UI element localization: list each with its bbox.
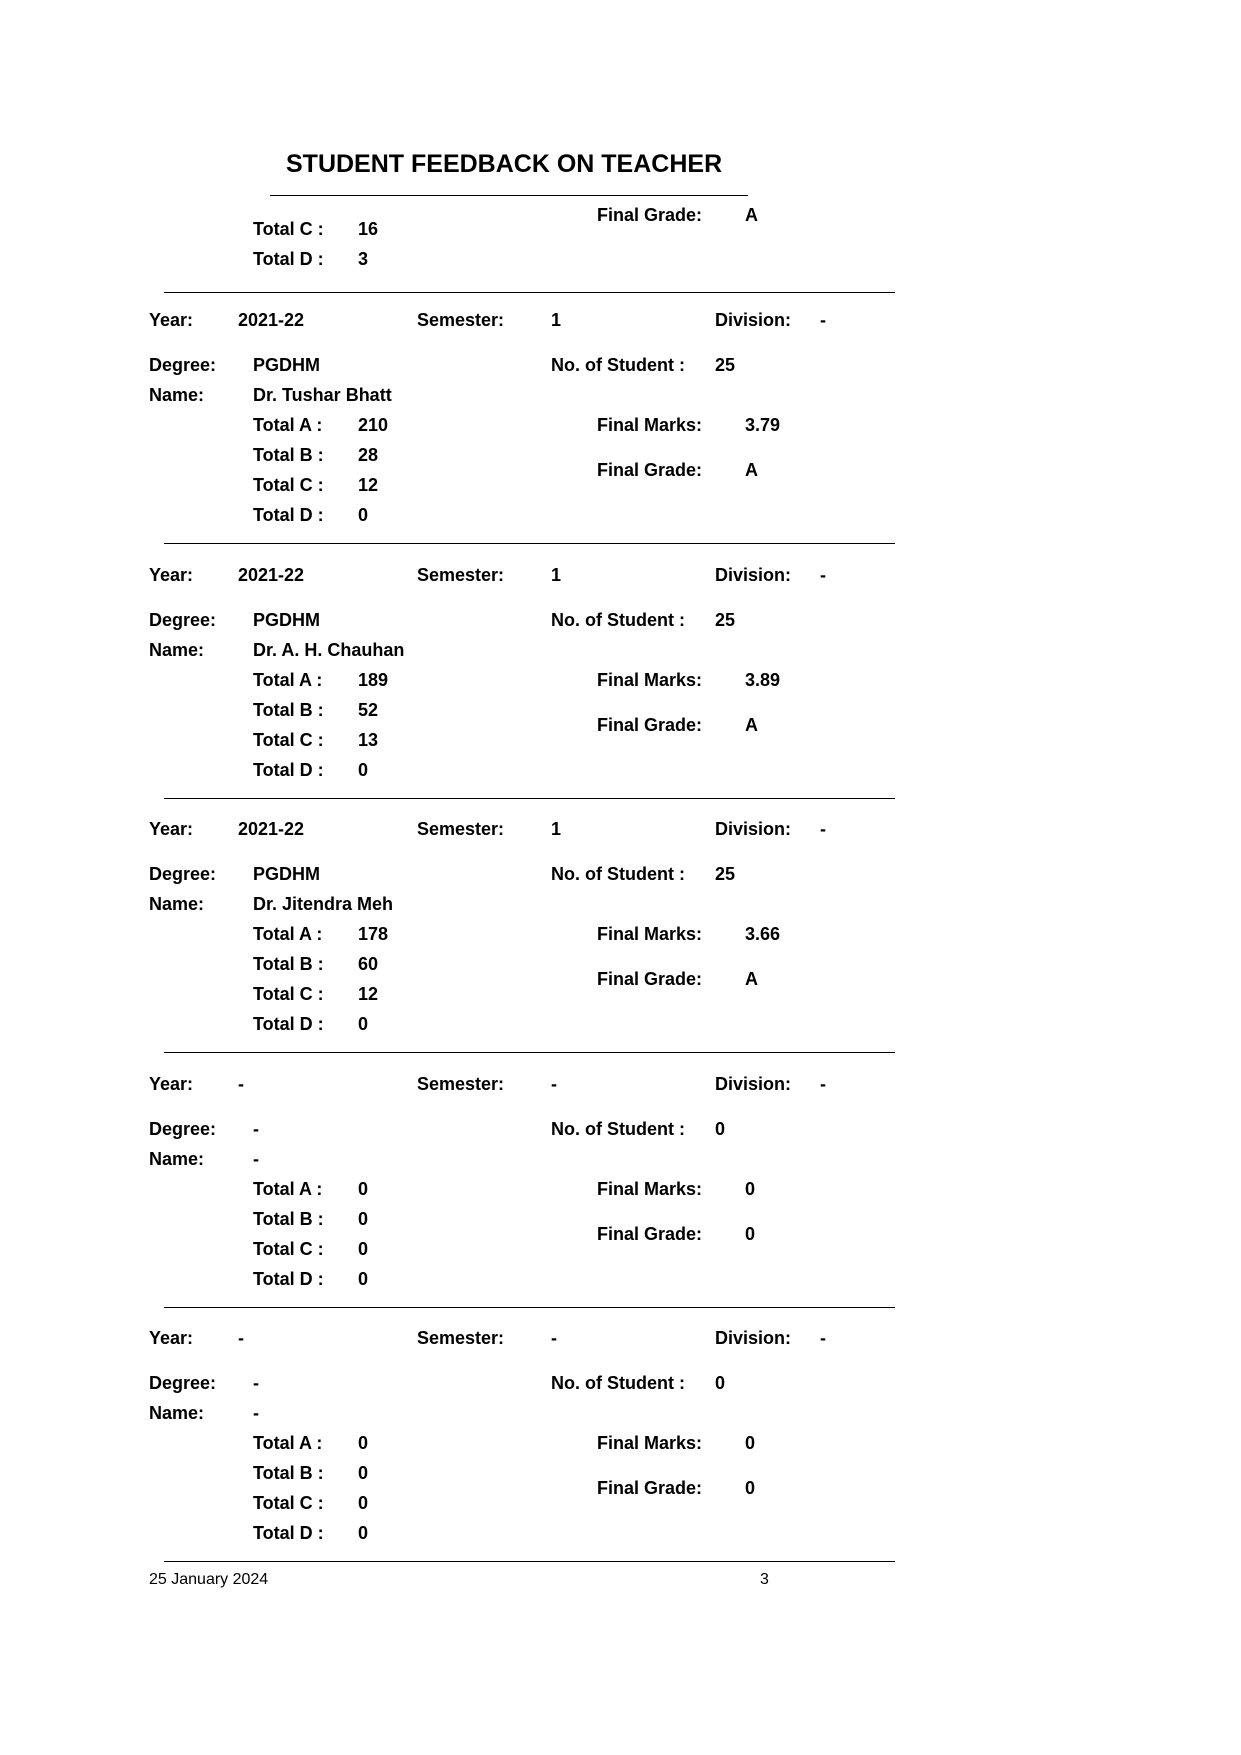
- total-c-label: Total C :: [253, 984, 324, 1004]
- final-marks-value: 3.66: [745, 924, 781, 944]
- total-b-value: 60: [358, 954, 379, 974]
- division-value: -: [820, 310, 826, 330]
- no-of-student-value: 25: [715, 864, 736, 884]
- record-divider: [164, 1307, 895, 1308]
- degree-value: PGDHM: [253, 355, 320, 375]
- degree-label: Degree:: [149, 355, 217, 375]
- total-d-label: Total D :: [253, 249, 324, 269]
- name-label: Name:: [149, 894, 205, 914]
- total-b-value: 28: [358, 445, 379, 465]
- total-d-value: 0: [358, 759, 369, 780]
- total-d-value: 0: [358, 1014, 369, 1034]
- degree-label: Degree:: [149, 1118, 217, 1139]
- year-value: 2021-22: [238, 310, 305, 330]
- total-d-value: 3: [358, 249, 369, 269]
- degree-value: PGDHM: [253, 864, 320, 884]
- semester-value: -: [551, 1073, 557, 1094]
- year-label: Year:: [149, 1073, 194, 1094]
- total-b-label: Total B :: [253, 699, 324, 720]
- degree-label: Degree:: [149, 609, 217, 630]
- teacher-name: Dr. A. H. Chauhan: [253, 639, 405, 660]
- semester-value: 1: [551, 310, 562, 330]
- total-d-label: Total D :: [253, 1523, 324, 1543]
- no-of-student-value: 25: [715, 609, 736, 630]
- no-of-student-label: No. of Student :: [551, 864, 685, 884]
- total-a-label: Total A :: [253, 924, 323, 944]
- total-b-label: Total B :: [253, 1463, 324, 1483]
- record-divider: [164, 1561, 895, 1562]
- total-c-value: 13: [358, 729, 379, 750]
- total-d-value: 0: [358, 505, 369, 525]
- final-grade-label: Final Grade:: [597, 1478, 703, 1498]
- semester-label: Semester:: [417, 819, 505, 839]
- semester-value: 1: [551, 819, 562, 839]
- total-c-label: Total C :: [253, 219, 324, 239]
- division-value: -: [820, 1328, 826, 1348]
- total-d-label: Total D :: [253, 759, 324, 780]
- final-marks-value: 0: [745, 1178, 756, 1199]
- division-label: Division:: [715, 310, 792, 330]
- division-label: Division:: [715, 564, 792, 585]
- final-grade-value: A: [745, 460, 758, 480]
- total-b-value: 0: [358, 1463, 369, 1483]
- total-b-label: Total B :: [253, 954, 324, 974]
- total-d-label: Total D :: [253, 1014, 324, 1034]
- final-grade-value: A: [745, 205, 758, 225]
- record-divider: [164, 798, 895, 799]
- final-marks-value: 3.79: [745, 415, 781, 435]
- year-value: -: [238, 1328, 244, 1348]
- total-d-value: 0: [358, 1523, 369, 1543]
- division-label: Division:: [715, 819, 792, 839]
- final-marks-value: 0: [745, 1433, 756, 1453]
- division-label: Division:: [715, 1328, 792, 1348]
- name-label: Name:: [149, 639, 205, 660]
- final-grade-value: A: [745, 714, 758, 735]
- final-marks-value: 3.89: [745, 669, 781, 690]
- teacher-name: -: [253, 1148, 259, 1169]
- final-grade-label: Final Grade:: [597, 205, 703, 225]
- total-a-value: 0: [358, 1433, 369, 1453]
- total-c-label: Total C :: [253, 729, 324, 750]
- page-number: 3: [760, 1571, 769, 1588]
- year-label: Year:: [149, 564, 194, 585]
- final-marks-label: Final Marks:: [597, 415, 703, 435]
- record-divider: [164, 1052, 895, 1053]
- total-b-value: 52: [358, 699, 379, 720]
- total-c-value: 12: [358, 475, 379, 495]
- total-b-label: Total B :: [253, 445, 324, 465]
- division-value: -: [820, 819, 826, 839]
- year-value: 2021-22: [238, 564, 305, 585]
- no-of-student-label: No. of Student :: [551, 609, 685, 630]
- final-grade-label: Final Grade:: [597, 714, 703, 735]
- year-label: Year:: [149, 1328, 194, 1348]
- degree-value: -: [253, 1373, 259, 1393]
- total-a-label: Total A :: [253, 1433, 323, 1453]
- year-label: Year:: [149, 819, 194, 839]
- final-grade-label: Final Grade:: [597, 969, 703, 989]
- total-c-label: Total C :: [253, 475, 324, 495]
- total-d-label: Total D :: [253, 505, 324, 525]
- division-value: -: [820, 1073, 826, 1094]
- no-of-student-label: No. of Student :: [551, 1118, 685, 1139]
- degree-value: PGDHM: [253, 609, 320, 630]
- name-label: Name:: [149, 1148, 205, 1169]
- no-of-student-value: 0: [715, 1118, 726, 1139]
- degree-label: Degree:: [149, 864, 217, 884]
- name-label: Name:: [149, 1403, 205, 1423]
- final-marks-label: Final Marks:: [597, 669, 703, 690]
- semester-label: Semester:: [417, 310, 505, 330]
- year-value: -: [238, 1073, 244, 1094]
- total-a-value: 178: [358, 924, 389, 944]
- final-grade-label: Final Grade:: [597, 1223, 703, 1244]
- final-grade-value: 0: [745, 1478, 756, 1498]
- total-a-value: 189: [358, 669, 389, 690]
- total-c-label: Total C :: [253, 1238, 324, 1259]
- final-marks-label: Final Marks:: [597, 924, 703, 944]
- semester-label: Semester:: [417, 1073, 505, 1094]
- division-label: Division:: [715, 1073, 792, 1094]
- division-value: -: [820, 564, 826, 585]
- total-b-value: 0: [358, 1208, 369, 1229]
- teacher-name: -: [253, 1403, 259, 1423]
- final-marks-label: Final Marks:: [597, 1433, 703, 1453]
- page-title: STUDENT FEEDBACK ON TEACHER: [286, 150, 723, 178]
- total-c-value: 0: [358, 1238, 369, 1259]
- year-label: Year:: [149, 310, 194, 330]
- no-of-student-value: 0: [715, 1373, 726, 1393]
- teacher-name: Dr. Tushar Bhatt: [253, 385, 392, 405]
- semester-label: Semester:: [417, 1328, 505, 1348]
- name-label: Name:: [149, 385, 205, 405]
- final-grade-label: Final Grade:: [597, 460, 703, 480]
- degree-value: -: [253, 1118, 259, 1139]
- total-c-value: 0: [358, 1493, 369, 1513]
- semester-value: -: [551, 1328, 557, 1348]
- record-divider: [164, 543, 895, 544]
- final-grade-value: A: [745, 969, 758, 989]
- year-value: 2021-22: [238, 819, 305, 839]
- final-grade-value: 0: [745, 1223, 756, 1244]
- total-c-value: 16: [358, 219, 379, 239]
- degree-label: Degree:: [149, 1373, 217, 1393]
- semester-label: Semester:: [417, 564, 505, 585]
- total-a-value: 0: [358, 1178, 369, 1199]
- no-of-student-label: No. of Student :: [551, 1373, 685, 1393]
- footer-date: 25 January 2024: [149, 1571, 269, 1588]
- total-a-label: Total A :: [253, 415, 323, 435]
- record-divider: [164, 292, 895, 293]
- total-a-label: Total A :: [253, 1178, 323, 1199]
- total-c-label: Total C :: [253, 1493, 324, 1513]
- no-of-student-value: 25: [715, 355, 736, 375]
- total-a-label: Total A :: [253, 669, 323, 690]
- no-of-student-label: No. of Student :: [551, 355, 685, 375]
- total-d-value: 0: [358, 1268, 369, 1289]
- total-b-label: Total B :: [253, 1208, 324, 1229]
- total-c-value: 12: [358, 984, 379, 1004]
- total-d-label: Total D :: [253, 1268, 324, 1289]
- title-underline: [270, 195, 748, 196]
- semester-value: 1: [551, 564, 562, 585]
- final-marks-label: Final Marks:: [597, 1178, 703, 1199]
- teacher-name: Dr. Jitendra Meh: [253, 894, 394, 914]
- total-a-value: 210: [358, 415, 389, 435]
